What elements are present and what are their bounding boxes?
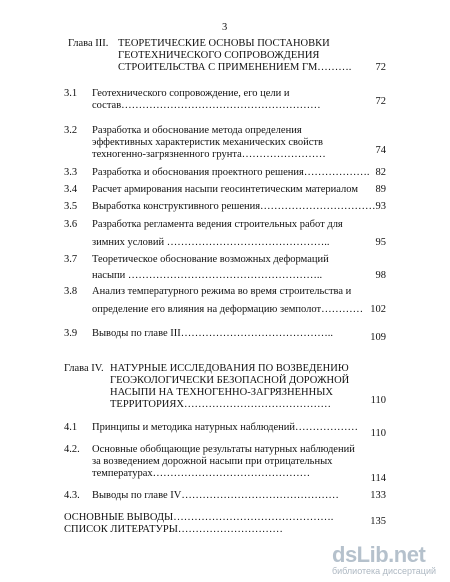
chapter-title-line: ГЕОЭКОЛОГИЧЕСКИ БЕЗОПАСНОЙ ДОРОЖНОЙ xyxy=(110,375,350,386)
page-ref: 133 xyxy=(370,490,386,501)
entry-title: СПИСОК ЛИТЕРАТУРЫ………………………… xyxy=(64,524,283,535)
watermark-logo: dsLib.net xyxy=(332,542,426,567)
entry-title-line: эффективных характеристик механических свойств xyxy=(92,137,323,148)
entry-title: Расчет армирования насыпи геосинтетическим материалом xyxy=(92,184,358,195)
entry-title-line: зимних условий ……………………………………….. xyxy=(92,237,330,248)
entry-number: 4.2. xyxy=(64,444,80,455)
entry-title-line: Теоретическое обоснование возможных деформаций xyxy=(92,254,329,265)
entry-number: 3.4 xyxy=(64,184,78,195)
entry-title-line: Геотехнического сопровождение, его цели и xyxy=(92,88,290,99)
entry-title-line: насыпи ……………………………………………….. xyxy=(92,270,323,281)
page-ref: 93 xyxy=(375,201,386,212)
entry-number: 3.9 xyxy=(64,328,78,339)
entry-title-line: определение его влияния на деформацию земполот………… xyxy=(92,304,364,315)
chapter-title-line: НАТУРНЫЕ ИССЛЕДОВАНИЯ ПО ВОЗВЕДЕНИЮ xyxy=(110,363,349,374)
entry-title-line: техногенно-загрязненного грунта…………………… xyxy=(92,149,326,160)
entry-number: 4.1 xyxy=(64,422,78,433)
page-ref: 135 xyxy=(370,516,386,527)
page-ref: 110 xyxy=(370,428,386,439)
page-ref: 72 xyxy=(375,96,386,107)
entry-number: 4.3. xyxy=(64,490,80,501)
page-ref: 89 xyxy=(375,184,386,195)
chapter-title-line: ТЕОРЕТИЧЕСКИЕ ОСНОВЫ ПОСТАНОВКИ xyxy=(118,38,330,49)
page-ref: 82 xyxy=(375,167,386,178)
page-ref: 102 xyxy=(370,304,386,315)
entry-title-line: Разработка регламента ведения строительных работ для xyxy=(92,219,343,230)
chapter-title-line: СТРОИТЕЛЬСТВА С ПРИМЕНЕНИЕМ ГМ………. xyxy=(118,62,352,73)
entry-number: 3.1 xyxy=(64,88,78,99)
page-ref: 95 xyxy=(375,237,386,248)
entry-number: 3.6 xyxy=(64,219,78,230)
watermark-subtitle: библиотека диссертаций xyxy=(332,566,437,576)
chapter-title-line: ТЕРРИТОРИЯХ…………………………………… xyxy=(110,399,331,410)
entry-number: 3.7 xyxy=(64,254,78,265)
entry-title: ОСНОВНЫЕ ВЫВОДЫ………………………………………. xyxy=(64,512,334,523)
entry-title-line: Анализ температурного режима во время строительства и xyxy=(92,286,352,297)
page-ref: 74 xyxy=(375,145,386,156)
entry-title: Разработка и обоснования проектного решения………………. xyxy=(92,167,370,178)
entry-title: Выработка конструктивного решения…………………………… xyxy=(92,201,376,212)
entry-title: Выводы по главе III…………………………………….. xyxy=(92,328,334,339)
entry-title: Выводы по главе IV……………………………………… xyxy=(92,490,339,501)
watermark xyxy=(332,542,442,576)
page-ref: 72 xyxy=(375,62,386,73)
entry-number: 3.5 xyxy=(64,201,78,212)
entry-title-line: Основные обобщающие результаты натурных наблюдений xyxy=(92,444,355,455)
entry-title: Принципы и методика натурных наблюдений……………… xyxy=(92,422,359,433)
entry-number: 3.3 xyxy=(64,167,78,178)
chapter-label: Глава III. xyxy=(68,38,109,49)
page-ref: 98 xyxy=(375,270,386,281)
entry-number: 3.8 xyxy=(64,286,78,297)
entry-title-line: температурах……………………………………… xyxy=(92,468,311,479)
entry-number: 3.2 xyxy=(64,125,78,136)
chapter-title-line: НАСЫПИ НА ТЕХНОГЕННО-ЗАГРЯЗНЕННЫХ xyxy=(110,387,333,398)
chapter-label: Глава IV. xyxy=(64,363,104,374)
page-ref: 110 xyxy=(370,395,386,406)
chapter-title-line: ГЕОТЕХНИЧЕСКОГО СОПРОВОЖДЕНИЯ xyxy=(118,50,320,61)
page-ref: 109 xyxy=(370,332,386,343)
page-number: 3 xyxy=(222,22,228,33)
entry-title-line: за возведением дорожной насыпи при отрицательных xyxy=(92,456,333,467)
page-ref: 114 xyxy=(370,473,386,484)
entry-title-line: Разработка и обоснование метода определения xyxy=(92,125,302,136)
entry-title-line: состав………………………………………………… xyxy=(92,100,321,111)
